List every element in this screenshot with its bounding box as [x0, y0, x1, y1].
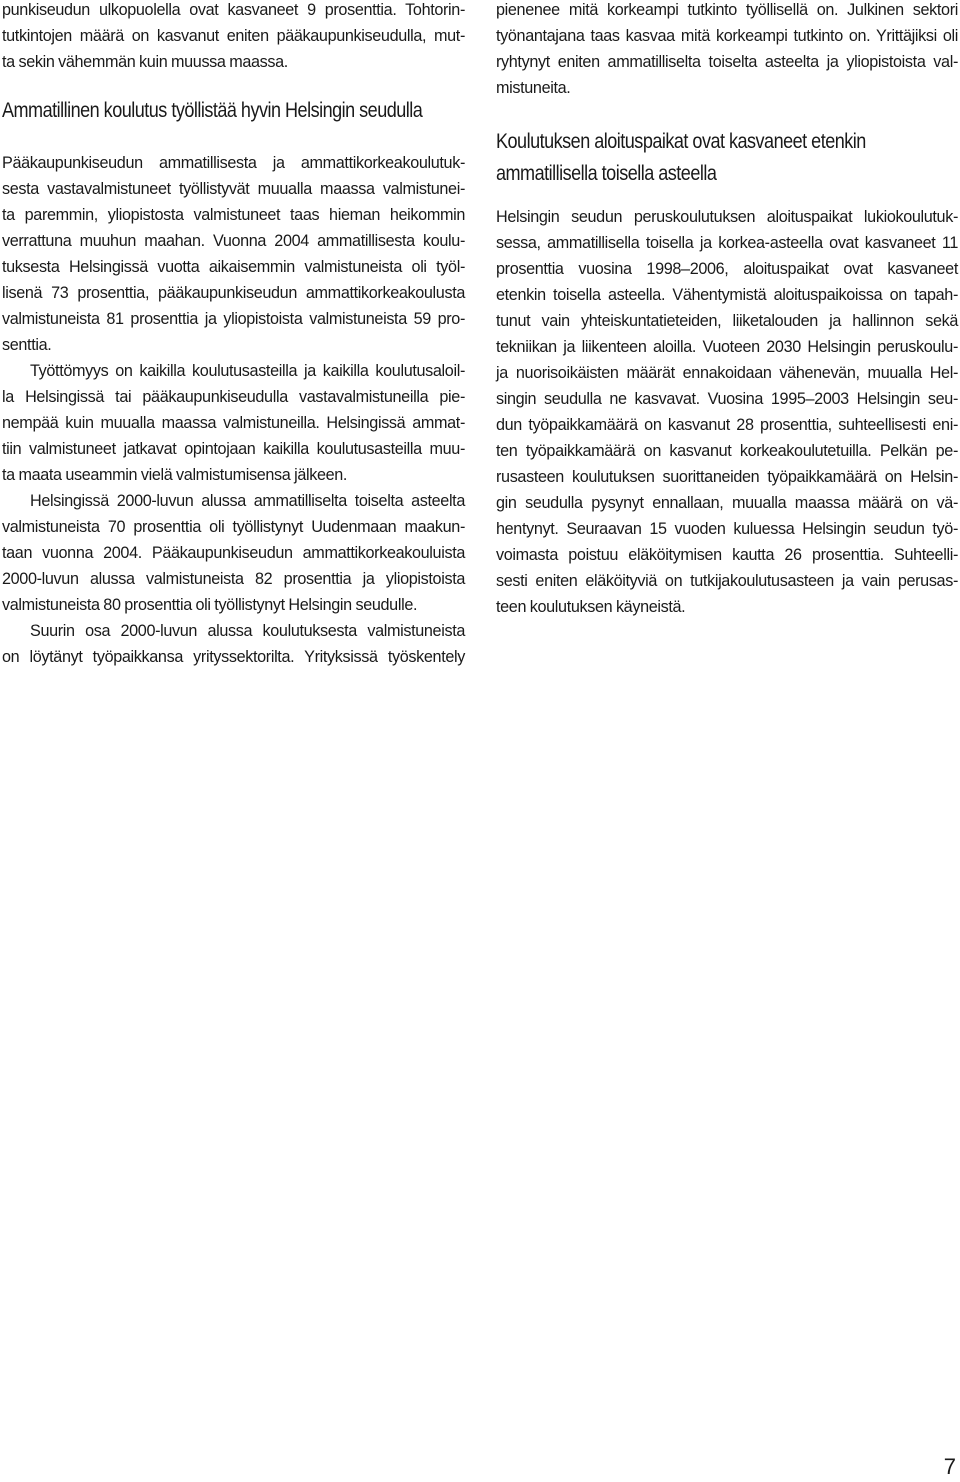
text-line: pienenee mitä korkeampi tutkinto työllisellä on. Julkinen sektori	[496, 1, 958, 19]
text-line: punkiseudun ulkopuolella ovat kasvaneet 9 prosenttia. Tohtorin-	[2, 1, 465, 19]
text-line: sessa, ammatillisella toisella ja korkea-asteella ovat kasvaneet 11	[496, 234, 958, 252]
text-line: on löytänyt työpaikkansa yrityssektorilta. Yrityksissä työskentely	[2, 648, 465, 666]
text-line: tekniikan ja liikenteen aloilla. Vuoteen 2030 Helsingin peruskoulu-	[496, 338, 958, 356]
text-line: hentynyt. Seuraavan 15 vuoden kuluessa Helsingin seudun työ-	[496, 520, 958, 538]
paragraph-intro-right	[496, 0, 958, 101]
text-line: dun työpaikkamäärä on kasvanut 28 prosenttia, suhteellisesti eni-	[496, 416, 958, 434]
section-heading	[496, 126, 926, 190]
page-number: 7	[943, 1454, 956, 1479]
text-line: voimasta poistuu eläköitymisen kautta 26 prosenttia. Suhteelli-	[496, 546, 958, 564]
text-line: la Helsingissä tai pääkaupunkiseudulla vastavalmistuneilla pie-	[2, 388, 465, 406]
text-line: valmistuneista 81 prosenttia ja yliopistoista valmistuneista 59 pro-	[2, 310, 465, 328]
text-line: ryhtynyt eniten ammatilliselta toiselta asteelta ja yliopistoista val-	[496, 53, 958, 71]
paragraph-intro-left	[2, 0, 465, 75]
heading-text: Ammatillinen koulutus työllistää hyvin Helsingin seudulla	[2, 99, 423, 122]
heading-line: Koulutuksen aloituspaikat ovat kasvaneet etenkin	[496, 130, 866, 153]
text-line: mistuneita.	[496, 79, 571, 97]
text-line: nempää kuin muualla maassa valmistuneilla. Helsingissä ammat-	[2, 414, 465, 432]
heading-line: ammatillisella toisella asteella	[496, 162, 717, 185]
text-line: Suurin osa 2000-luvun alussa koulutuksesta valmistuneista	[30, 622, 465, 640]
text-line: työnantajana taas kasvaa mitä korkeampi tutkinto on. Yrittäjiksi oli	[496, 27, 958, 45]
text-line: ja nuorisoikäisten määrät ennakoidaan vähenevän, muualla Hel-	[496, 364, 958, 382]
text-line: valmistuneista 70 prosenttia oli työllistynyt Uudenmaan maakun-	[2, 518, 465, 536]
paragraph	[2, 618, 465, 670]
text-line: 2000-luvun alussa valmistuneista 82 prosenttia ja yliopistoista	[2, 570, 465, 588]
text-line: tutkintojen määrä on kasvanut eniten pääkaupunkiseudulla, mut-	[2, 27, 465, 45]
text-line: gin seudulla pysynyt ennallaan, muualla maassa määrä on vä-	[496, 494, 958, 512]
text-line: tunut vain yhteiskuntatieteiden, liiketalouden ja hallinnon sekä	[496, 312, 958, 330]
text-line: valmistuneista 80 prosenttia oli työllistynyt Helsingin seudulle.	[2, 596, 418, 614]
text-line: prosenttia vuosina 1998–2006, aloituspaikat ovat kasvaneet	[496, 260, 958, 278]
text-line: teen koulutuksen käyneistä.	[496, 598, 686, 616]
text-line: etenkin toisella asteella. Vähentymistä aloituspaikoissa on tapah-	[496, 286, 958, 304]
text-line: ten työpaikkamäärä on kasvanut korkeakoulutetuilla. Pelkän pe-	[496, 442, 958, 460]
text-line: tuksesta Helsingissä vuotta aikaisemmin valmistuneista oli työl-	[2, 258, 465, 276]
text-line: sesti eniten eläköityviä on tutkijakoulutusasteen ja vain perusas-	[496, 572, 958, 590]
text-line: tiin valmistuneet jatkavat opintojaan kaikilla koulutusasteilla muu-	[2, 440, 465, 458]
text-line: taan vuonna 2004. Pääkaupunkiseudun ammattikorkeakouluista	[2, 544, 465, 562]
text-line: ta sekin vähemmän kuin muussa maassa.	[2, 53, 288, 71]
text-line: ta paremmin, yliopistosta valmistuneet taas hieman heikommin	[2, 206, 465, 224]
text-line: lisenä 73 prosenttia, pääkaupunkiseudun ammattikorkeakoulusta	[2, 284, 465, 302]
text-line: verrattuna muuhun maahan. Vuonna 2004 ammatillisesta koulu-	[2, 232, 465, 250]
text-line: Työttömyys on kaikilla koulutusasteilla ja kaikilla koulutusaloil-	[30, 362, 465, 380]
text-line: ta maata useammin vielä valmistumisensa jälkeen.	[2, 466, 348, 484]
paragraph	[2, 150, 465, 358]
text-line: rusasteen koulutuksen suorittaneiden työpaikkamäärä on Helsin-	[496, 468, 958, 486]
text-line: singin seudulla ne kasvavat. Vuosina 1995–2003 Helsingin seu-	[496, 390, 958, 408]
paragraph	[496, 204, 958, 620]
text-line: Pääkaupunkiseudun ammatillisesta ja ammattikorkeakoulutuk-	[2, 154, 465, 172]
text-line: sesta vastavalmistuneet työllistyvät muualla maassa valmistunei-	[2, 180, 465, 198]
text-line: Helsingissä 2000-luvun alussa ammatilliselta toiselta asteelta	[30, 492, 465, 510]
text-line: senttia.	[2, 336, 52, 354]
section-heading	[2, 99, 491, 123]
paragraph	[2, 358, 465, 488]
text-line: Helsingin seudun peruskoulutuksen aloituspaikat lukiokoulutuk-	[496, 208, 958, 226]
paragraph	[2, 488, 465, 618]
